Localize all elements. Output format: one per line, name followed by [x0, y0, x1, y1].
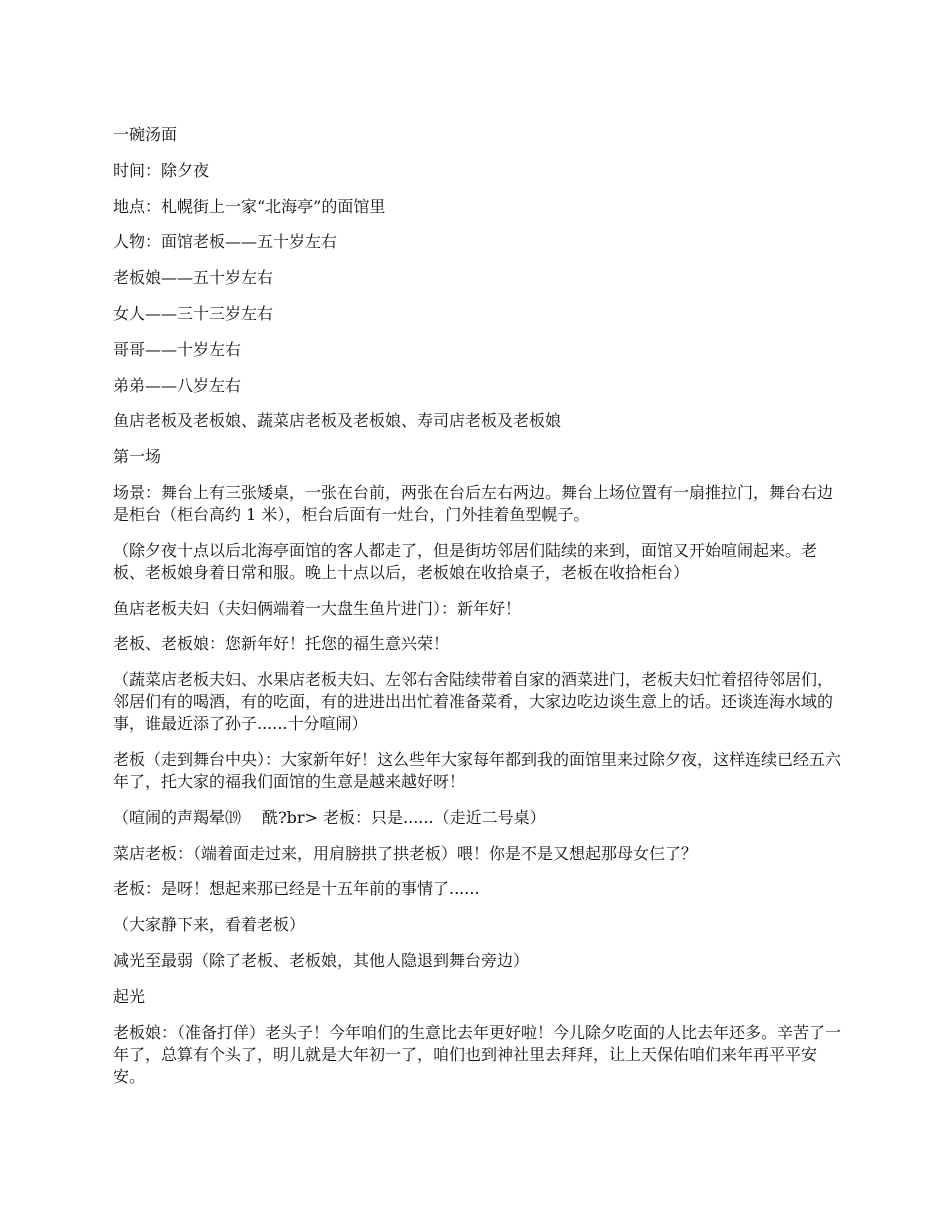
scene-heading: 第一场 — [113, 447, 162, 467]
cast-owner-wife: 老板娘——五十岁左右 — [113, 268, 274, 288]
document-body — [113, 124, 843, 1101]
lighting-cue: 减光至最弱（除了老板、老板娘，其他人隐退到舞台旁边） — [113, 950, 530, 970]
setting-time: 时间：除夕夜 — [113, 160, 210, 180]
lighting-cue: 起光 — [113, 986, 146, 1006]
scene-description: 场景：舞台上有三张矮桌，一张在台前，两张在台后左右两边。舞台上场位置有一扇推拉门，舞台右边是柜台（柜台高约 1 米），柜台后面有一灶台，门外挂着鱼型幌子。 — [113, 482, 834, 524]
dialogue-line: （喧闹的声羯晕⒆ 酰?br> 老板：只是......（走近二号桌） — [113, 807, 546, 827]
stage-direction: （蔬菜店老板夫妇、水果店老板夫妇、左邻右舍陆续带着自家的酒菜进门，老板夫妇忙着招待邻居们，邻居们有的喝酒，有的吃面，有的进进出出忙着准备菜肴，大家边吃边谈生意上的话。还谈连海水域的事，谁最近添了孙子......十分喧闹） — [113, 670, 834, 734]
dialogue-line: 老板（走到舞台中央）：大家新年好！这么些年大家每年都到我的面馆里来过除夕夜，这样连续已经五六年了，托大家的福我们面馆的生意是越来越好呀！ — [113, 749, 842, 791]
setting-place: 地点：札幌街上一家“北海亭”的面馆里 — [113, 196, 386, 216]
play-title: 一碗汤面 — [113, 125, 178, 144]
dialogue-line: 菜店老板：（端着面走过来，用肩膀拱了拱老板）喂！你是不是又想起那母女仨了？ — [113, 843, 698, 863]
cast-owner: 人物：面馆老板——五十岁左右 — [113, 232, 338, 252]
cast-woman: 女人——三十三岁左右 — [113, 303, 274, 323]
cast-younger-brother: 弟弟——八岁左右 — [113, 375, 242, 395]
dialogue-line: 老板：是呀！想起来那已经是十五年前的事情了...... — [113, 879, 480, 899]
dialogue-line: 老板、老板娘：您新年好！托您的福生意兴荣！ — [113, 634, 450, 654]
stage-direction: （除夕夜十点以后北海亭面馆的客人都走了，但是街坊邻居们陆续的来到，面馆又开始喧闹起来。老板、老板娘身着日常和服。晚上十点以后，老板娘在收拾桌子，老板在收拾柜台） — [113, 540, 818, 582]
dialogue-line: 鱼店老板夫妇（夫妇俩端着一大盘生鱼片进门）：新年好！ — [113, 598, 522, 618]
dialogue-line: 老板娘：（准备打佯）老头子！今年咱们的生意比去年更好啦！今儿除夕吃面的人比去年还多。辛苦了一年了，总算有个头了，明儿就是大年初一了，咱们也到神社里去拜拜，让上天保佑咱们来年再平平安安。 — [113, 1022, 842, 1086]
cast-neighbors: 鱼店老板及老板娘、蔬菜店老板及老板娘、寿司店老板及老板娘 — [113, 411, 562, 431]
cast-elder-brother: 哥哥——十岁左右 — [113, 339, 242, 359]
stage-direction: （大家静下来，看着老板） — [113, 915, 306, 935]
